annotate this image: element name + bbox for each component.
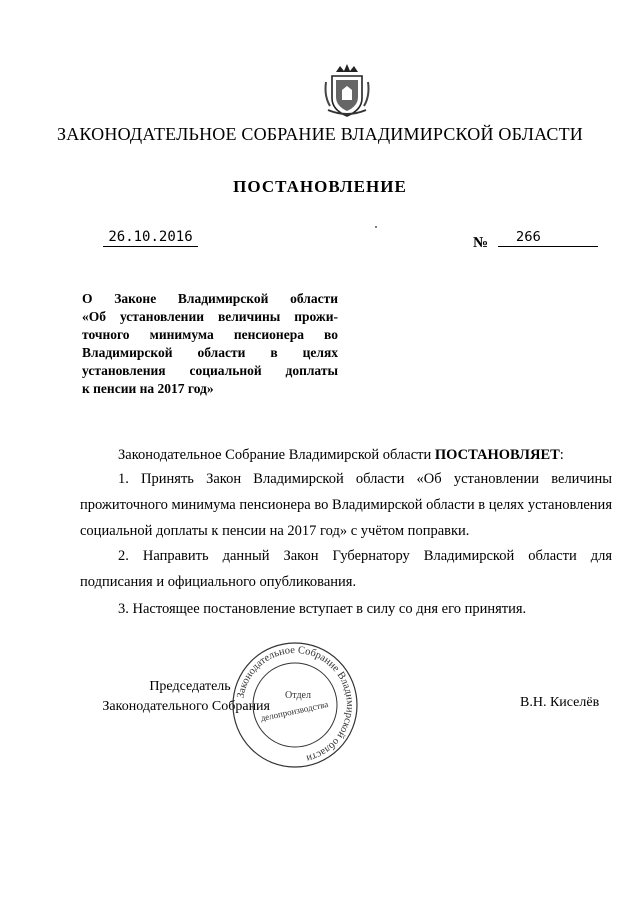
signatory-title-line2: Законодательного Собрания xyxy=(102,699,270,714)
subject-line: О Законе Владимирской области xyxy=(82,291,338,306)
subject-line: к пенсии на 2017 год» xyxy=(82,381,214,396)
signatory-title-line1: Председатель xyxy=(149,679,231,694)
preamble xyxy=(80,442,612,468)
document-number: 266 xyxy=(498,230,598,247)
document-date: 26.10.2016 xyxy=(103,229,198,247)
stamp-ring-text: Законодательное Собрание Владимирской области xyxy=(235,644,356,764)
document-subject xyxy=(82,290,338,398)
preamble-verb: ПОСТАНОВЛЯЕТ xyxy=(434,447,560,463)
office-stamp xyxy=(230,640,360,770)
scan-speck xyxy=(375,226,377,228)
organization-title: ЗАКОНОДАТЕЛЬНОЕ СОБРАНИЕ ВЛАДИМИРСКОЙ ОБЛАСТИ xyxy=(57,124,583,144)
subject-line: точного минимума пенсионера во xyxy=(82,327,338,342)
coat-of-arms-icon xyxy=(322,62,372,118)
number-label: № xyxy=(473,235,489,251)
clause-1: 1. Принять Закон Владимирской области «Об установлении величины прожиточного минимума пенсионера во Владимирской области в целях установления социальной доплаты к пенсии на 2017 год» с учётом поправки. xyxy=(80,471,612,539)
signatory-name: В.Н. Киселёв xyxy=(520,695,600,710)
subject-line: Владимирской области в целях xyxy=(82,345,338,360)
subject-line: установления социальной доплаты xyxy=(82,363,338,378)
preamble-text: Законодательное Собрание Владимирской области xyxy=(118,447,435,463)
subject-line: «Об установлении величины прожи- xyxy=(82,309,338,324)
document-type: ПОСТАНОВЛЕНИЕ xyxy=(233,177,407,196)
clause-3: 3. Настоящее постановление вступает в силу со дня его принятия. xyxy=(118,601,527,617)
preamble-colon: : xyxy=(559,447,564,463)
stamp-center-line2: делопроизводства xyxy=(259,699,330,724)
clause-2: 2. Направить данный Закон Губернатору Владимирской области для подписания и официального опубликования. xyxy=(80,548,612,590)
stamp-center-line1: Отдел xyxy=(285,690,311,701)
